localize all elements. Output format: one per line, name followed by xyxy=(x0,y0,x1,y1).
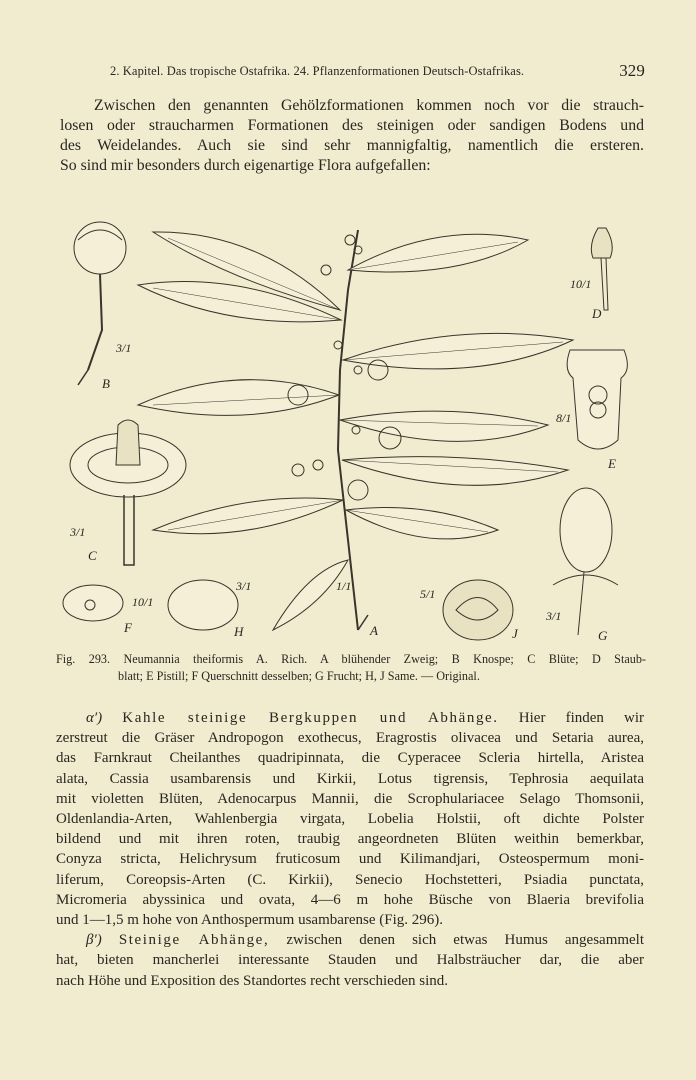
figure-e-pistil xyxy=(567,350,627,449)
running-header xyxy=(110,61,645,80)
paragraph-2-first-line xyxy=(56,930,644,950)
intro-line: des Weidelandes. Auch sie sind sehr mannigfaltig, namentlich die ersteren. xyxy=(60,137,644,154)
intro-line: losen oder straucharmen Formationen des steinigen oder sandigen Bodens und xyxy=(60,117,644,134)
figure-b-bud xyxy=(74,222,126,385)
leaf xyxy=(138,380,339,416)
figure-h-seed xyxy=(168,580,238,630)
figure-d-stamen xyxy=(591,228,612,310)
intro-line: So sind mir besonders durch eigenartige Flora aufgefallen: xyxy=(60,157,431,174)
figure-caption xyxy=(56,651,646,685)
label-e: E xyxy=(608,456,616,471)
neumannia-illustration xyxy=(58,210,648,650)
intro-paragraph xyxy=(60,96,644,176)
label-h: H xyxy=(234,624,244,639)
scale-b: 3/1 xyxy=(116,341,132,355)
body-line: alata, Cassia usambarensis und Kirkii, Lotus tigrensis, Tephrosia aequilata xyxy=(56,770,644,787)
scale-f: 10/1 xyxy=(132,595,154,609)
body-line: Oldenlandia-Arten, Wahlenbergia virgata, Lobelia Holstii, oft dichte Polster xyxy=(56,811,644,828)
item-marker: α′) xyxy=(86,710,103,726)
caption-line: Fig. 293. Neumannia theiformis A. Rich. A blühender Zweig; B Knospe; C Blüte; D Staub- xyxy=(56,652,646,666)
leaf xyxy=(153,498,343,534)
leaf xyxy=(346,508,498,539)
scale-d: 10/1 xyxy=(570,277,592,291)
text-run: Hier finden wir xyxy=(518,710,645,726)
body-line: hat, bieten mancherlei interessante Stauden und Halbsträucher dar, die aber xyxy=(56,952,644,969)
body-line: bildend und mit ihren roten, traubig angeordneten Blüten weithin bemerkbar, xyxy=(56,831,644,848)
leaf xyxy=(340,411,548,441)
leaf xyxy=(342,457,568,486)
figure-j-seed xyxy=(443,580,513,640)
body-line: und 1—1,5 m hohe von Anthospermum usambarense (Fig. 296). xyxy=(56,912,444,929)
label-c: C xyxy=(88,548,97,563)
scale-a: 1/1 xyxy=(336,579,352,593)
scale-c: 3/1 xyxy=(70,525,86,539)
scale-g: 3/1 xyxy=(546,609,562,623)
label-b: B xyxy=(102,376,110,391)
scale-e: 8/1 xyxy=(556,411,572,425)
body-line: Micromeria abyssinica und ovata, 4—6 m hohe Büsche von Blaeria brevifolia xyxy=(56,891,644,908)
figure-g-fruit xyxy=(553,488,618,635)
page-number: 329 xyxy=(619,61,645,80)
body-line: zerstreut die Gräser Andropogon exothecus, Eragrostis olivacea und Setaria aurea, xyxy=(56,730,644,747)
intro-line: Zwischen den genannten Gehölzformationen kommen noch vor die strauch- xyxy=(94,97,644,114)
figure-c-flower xyxy=(70,420,186,565)
leaf xyxy=(273,560,348,630)
body-text xyxy=(56,708,644,991)
section-heading: Steinige Abhänge, xyxy=(118,932,270,949)
scale-h: 3/1 xyxy=(236,579,252,593)
item-marker: β′) xyxy=(86,932,102,949)
label-a: A xyxy=(370,623,378,638)
body-line: nach Höhe und Exposition des Standortes recht verschieden sind. xyxy=(56,972,448,989)
scale-j: 5/1 xyxy=(420,587,436,601)
label-j: J xyxy=(512,626,518,641)
figure-f-section xyxy=(63,585,123,621)
label-d: D xyxy=(592,306,602,321)
label-f: F xyxy=(124,620,132,635)
body-line: liferum, Coreopsis-Arten (C. Kirkii), Senecio Hochstetteri, Psiadia punctata, xyxy=(56,871,644,888)
caption-line: blatt; E Pistill; F Querschnitt desselben; G Frucht; H, J Same. — Original. xyxy=(118,669,480,683)
label-g: G xyxy=(598,628,608,643)
section-heading: Kahle steinige Bergkuppen und Abhänge. xyxy=(122,710,499,726)
body-line: mit violetten Blüten, Adenocarpus Mannii, die Scrophulariacee Selago Thomsonii, xyxy=(56,790,644,807)
paragraph-1-first-line xyxy=(56,708,644,728)
botanical-figure xyxy=(58,210,648,650)
leaf xyxy=(348,234,528,272)
body-line: das Farnkraut Cheilanthes quadripinnata, die Cyperacee Scleria hirtella, Aristea xyxy=(56,750,644,767)
body-line: Conyza stricta, Helichrysum fruticosum und Kilimandjari, Osteospermum moni- xyxy=(56,851,644,868)
text-run: zwischen denen sich etwas Humus angesammelt xyxy=(286,932,645,949)
chapter-title: 2. Kapitel. Das tropische Ostafrika. 24. Pflanzenformationen Deutsch-Ostafrikas. xyxy=(110,64,525,78)
leaf xyxy=(343,333,573,369)
